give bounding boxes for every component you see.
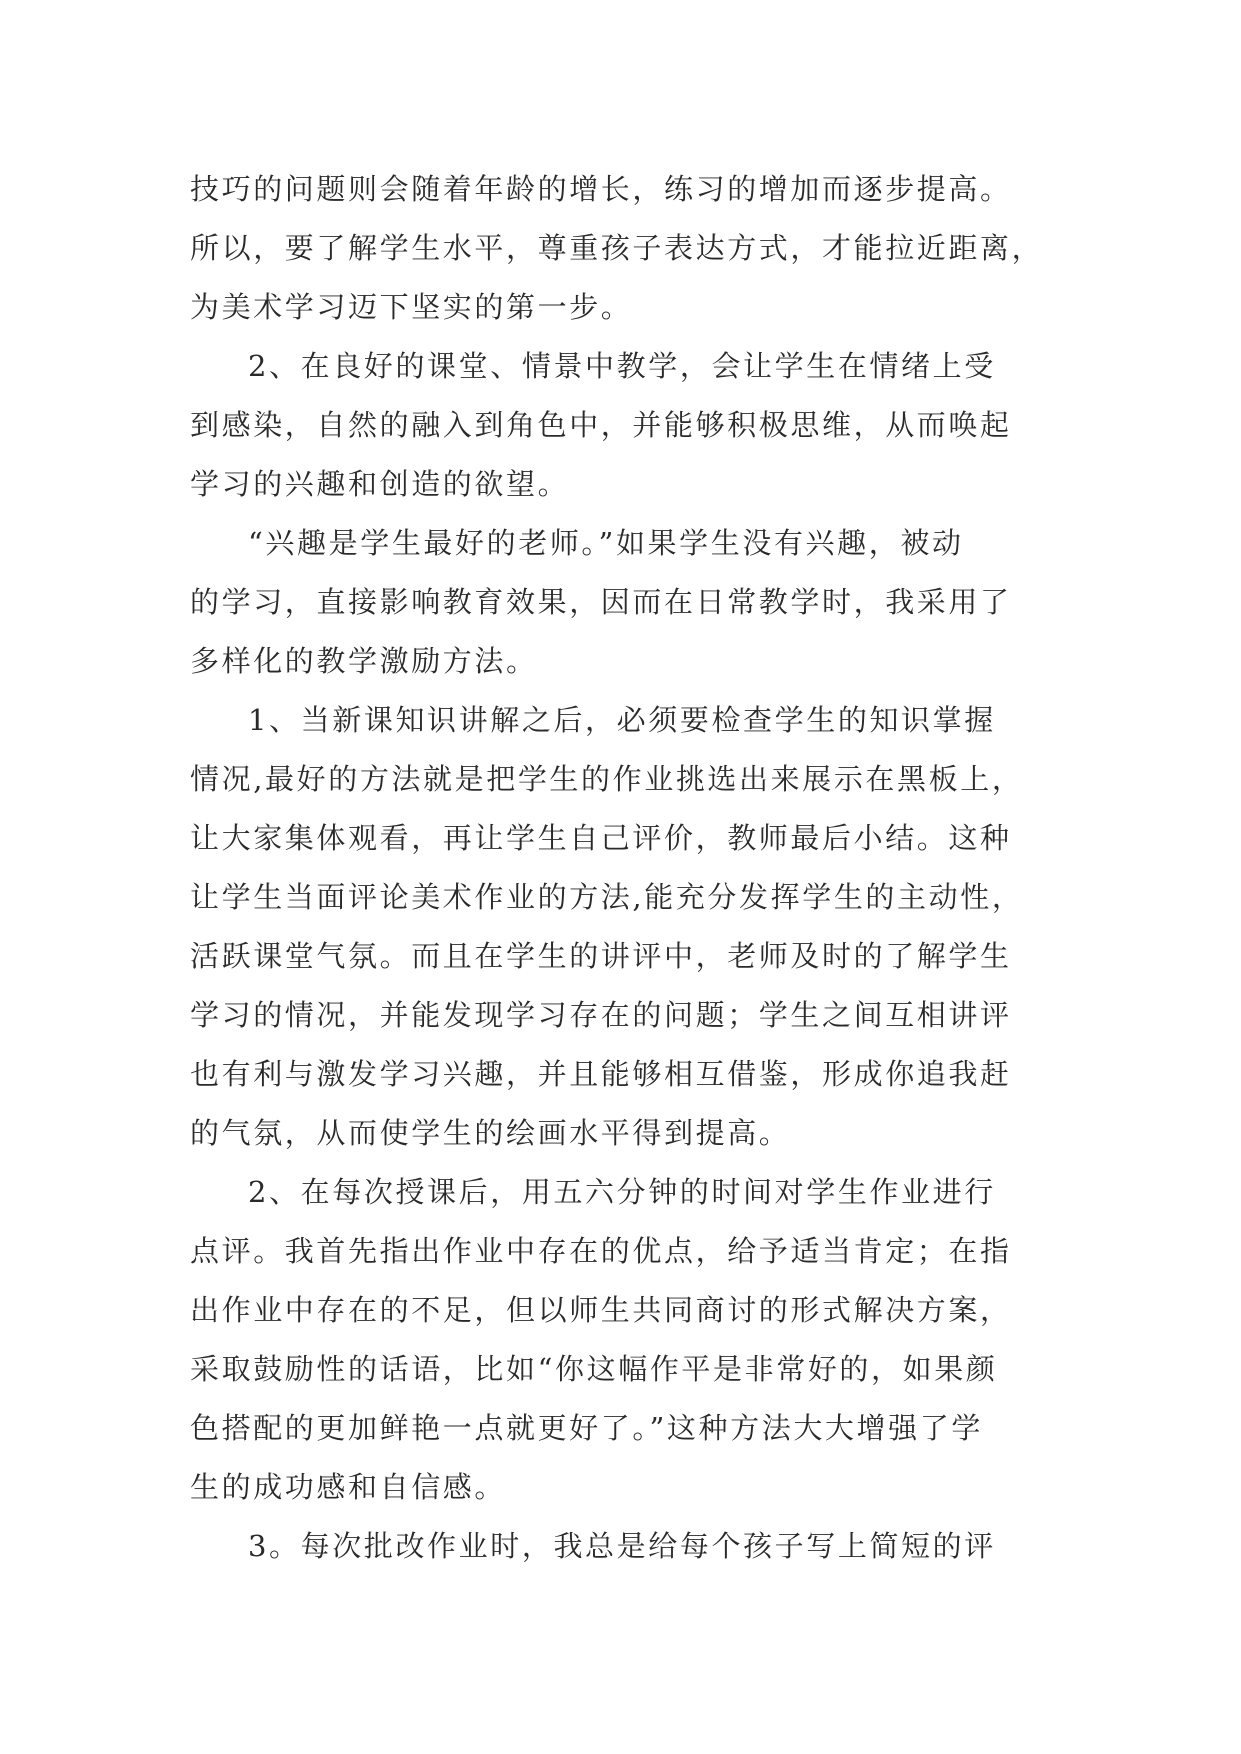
text-line: 多样化的教学激励方法。 xyxy=(190,644,538,678)
text-line: 也有利与激发学习兴趣，并且能够相互借鉴，形成你追我赶 xyxy=(190,1057,1012,1091)
text-line: 3。每次批改作业时，我总是给每个孩子写上简短的评 xyxy=(248,1529,996,1563)
text-line: 的学习，直接影响教育效果，因而在日常教学时，我采用了 xyxy=(190,585,1012,619)
text-line: 让大家集体观看，再让学生自己评价，教师最后小结。这种 xyxy=(190,821,1012,855)
text-line: 出作业中存在的不足，但以师生共同商讨的形式解决方案， xyxy=(190,1293,1012,1327)
text-line: 情况,最好的方法就是把学生的作业挑选出来展示在黑板上， xyxy=(190,762,1024,796)
text-line: 为美术学习迈下坚实的第一步。 xyxy=(190,290,633,324)
text-line: 1、当新课知识讲解之后，必须要检查学生的知识掌握 xyxy=(248,703,996,737)
text-line: 让学生当面评论美术作业的方法,能充分发挥学生的主动性， xyxy=(190,880,1024,914)
text-line: 的气氛，从而使学生的绘画水平得到提高。 xyxy=(190,1116,791,1150)
paragraph xyxy=(190,514,1060,691)
text-line: 学习的情况，并能发现学习存在的问题；学生之间互相讲评 xyxy=(190,998,1012,1032)
text-line: 所以，要了解学生水平，尊重孩子表达方式，才能拉近距离， xyxy=(190,231,1044,265)
paragraph xyxy=(190,691,1060,1163)
text-line: 2、在良好的课堂、情景中教学，会让学生在情绪上受 xyxy=(248,349,996,383)
paragraph xyxy=(190,1517,1060,1576)
text-line: 生的成功感和自信感。 xyxy=(190,1470,507,1504)
body-text xyxy=(190,160,1060,1576)
text-line: 采取鼓励性的话语，比如“你这幅作平是非常好的，如果颜 xyxy=(190,1352,998,1386)
text-line: 技巧的问题则会随着年龄的增长，练习的增加而逐步提高。 xyxy=(190,172,1012,206)
text-line: 色搭配的更加鲜艳一点就更好了。”这种方法大大增强了学 xyxy=(190,1411,983,1445)
paragraph xyxy=(190,160,1060,337)
paragraph xyxy=(190,1163,1060,1517)
text-line: 点评。我首先指出作业中存在的优点，给予适当肯定；在指 xyxy=(190,1234,1012,1268)
paragraph xyxy=(190,337,1060,514)
text-line: 活跃课堂气氛。而且在学生的讲评中，老师及时的了解学生 xyxy=(190,939,1012,973)
text-line: 到感染，自然的融入到角色中，并能够积极思维，从而唤起 xyxy=(190,408,1012,442)
text-line: 学习的兴趣和创造的欲望。 xyxy=(190,467,570,501)
text-line: “兴趣是学生最好的老师。”如果学生没有兴趣，被动 xyxy=(248,526,964,560)
text-line: 2、在每次授课后，用五六分钟的时间对学生作业进行 xyxy=(248,1175,996,1209)
